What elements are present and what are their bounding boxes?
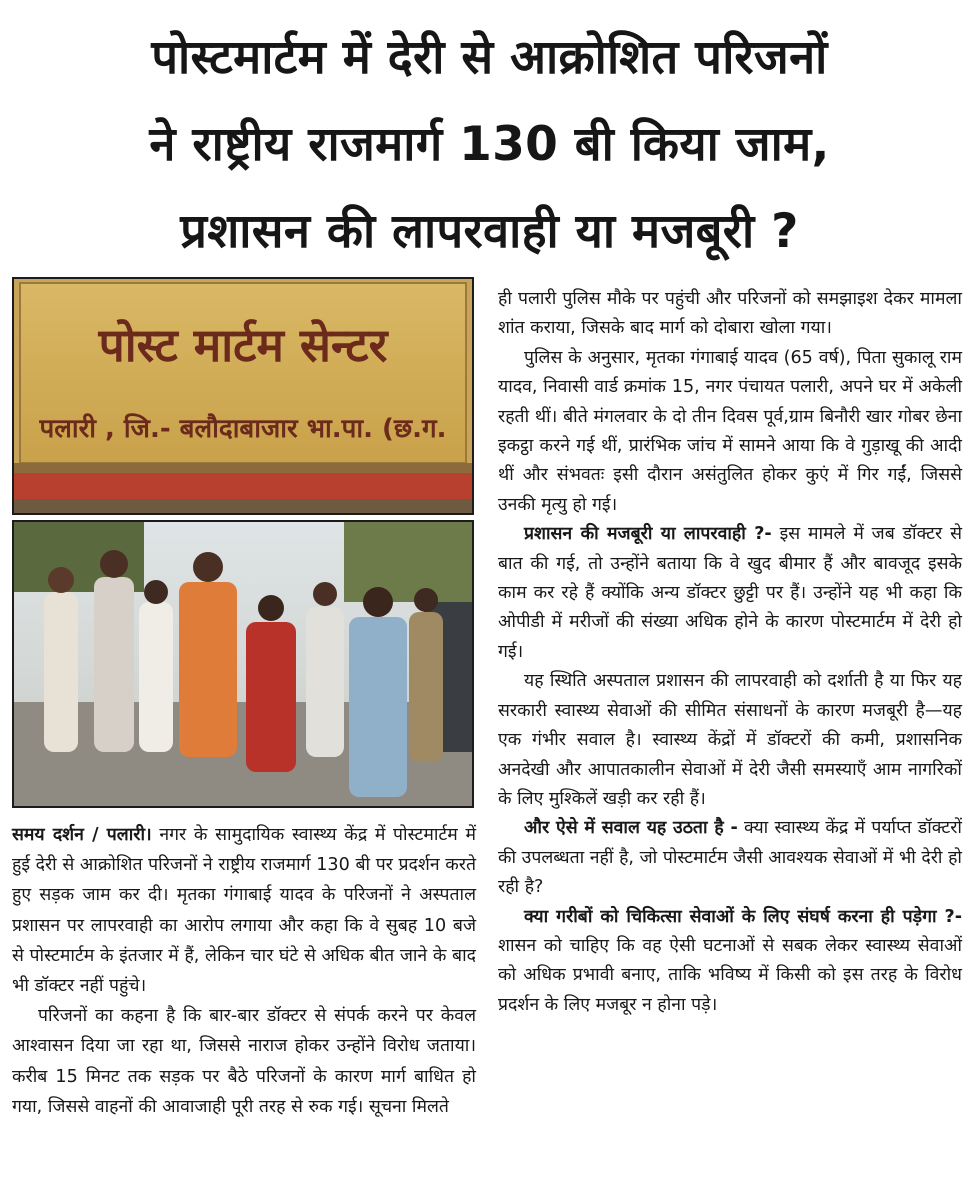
paragraph-question-text: क्या स्वास्थ्य केंद्र में पर्याप्त डॉक्टरों की उपलब्धता नहीं है, जो पोस्टमार्टम जैसी आवश्यक सेवाओं में भी देरी हो रही है? — [498, 818, 962, 898]
dateline: समय दर्शन / पलारी। — [12, 825, 152, 845]
article-paragraph-poor — [498, 903, 962, 1021]
protest-crowd-photo — [12, 520, 474, 808]
headline-line-1: पोस्टमार्टम में देरी से आक्रोशित परिजनों — [151, 30, 828, 85]
article-paragraph-administration — [498, 520, 962, 667]
headline-line-3: प्रशासन की लापरवाही या मजबूरी ? — [180, 204, 799, 259]
paragraph-1-text: नगर के सामुदायिक स्वास्थ्य केंद्र में पोस्टमार्टम में हुई देरी से आक्रोशित परिजनों ने राष्ट्रीय राजमार्ग 130 बी पर प्रदर्शन करते हुए सड़क जाम कर दी। मृतका गंगाबाई यादव के परिजनों ने अस्पताल प्रशासन पर लापरवाही का आरोप लगाया और कहा कि वे सुबह 10 बजे से पोस्टमार्टम के इंतजार में हैं, लेकिन चार घंटे से अधिक बीत जाने के बाद भी डॉक्टर नहीं पहुंचे। — [12, 825, 476, 997]
subhead-poor: क्या गरीबों को चिकित्सा सेवाओं के लिए संघर्ष करना ही पड़ेगा ?- — [524, 906, 962, 927]
sign-illustration — [14, 279, 472, 513]
subhead-administration: प्रशासन की मजबूरी या लापरवाही ?- — [524, 524, 772, 545]
article-continuation: ही पलारी पुलिस मौके पर पहुंची और परिजनों को समझाइश देकर मामला शांत कराया, जिसके बाद मार्ग को दोबारा खोला गया। — [498, 289, 962, 339]
postmortem-centre-sign-photo — [12, 277, 474, 515]
article-right-column — [498, 285, 962, 1020]
article-paragraph-police: पुलिस के अनुसार, मृतका गंगाबाई यादव (65 वर्ष), पिता सुकालू राम यादव, निवासी वार्ड क्रमांक 15, नगर पंचायत पलारी, अपने घर में अकेली रहती थीं। बीते मंगलवार के दो तीन दिवस पूर्व,ग्राम बिनौरी खार गोबर छेना इकट्ठा करने गई थीं, प्रारंभिक जांच में सामने आया कि वे गुड़ाखू की आदी थीं और संभवतः इसी दौरान असंतुलित होकर कुएं में गिर गईं, जिससे उनकी मृत्यु हो गई। — [498, 347, 962, 515]
headline — [10, 14, 969, 275]
article-paragraph-1 — [12, 820, 476, 1001]
sign-address: पलारी , जि.- बलौदाबाजार भा.पा. (छ.ग. — [39, 414, 447, 444]
crowd-illustration — [14, 522, 472, 806]
article-paragraph-question — [498, 814, 962, 902]
article-paragraph-2: परिजनों का कहना है कि बार-बार डॉक्टर से संपर्क करने पर केवल आश्वासन दिया जा रहा था, जिससे नाराज होकर उन्होंने विरोध जताया। करीब 15 मिनट तक सड़क पर बैठे परिजनों के कारण मार्ग बाधित हो गया, जिससे वाहनों की आवाजाही पूरी तरह से रुक गई। सूचना मिलते — [12, 1006, 476, 1117]
headline-line-2: ने राष्ट्रीय राजमार्ग 130 बी किया जाम, — [149, 117, 830, 172]
article-paragraph-situation: यह स्थिति अस्पताल प्रशासन की लापरवाही को दर्शाती है या फिर यह सरकारी स्वास्थ्य सेवाओं की सीमित संसाधनों के कारण मजबूरी है—यह एक गंभीर सवाल है। स्वास्थ्य केंद्रों में डॉक्टरों की कमी, प्रशासनिक अनदेखी और आपातकालीन सेवाओं में देरी जैसी समस्याएँ आम नागरिकों के लिए मुश्किलें खड़ी कर रही हैं। — [498, 671, 962, 809]
paragraph-poor-text: शासन को चाहिए कि वह ऐसी घटनाओं से सबक लेकर स्वास्थ्य सेवाओं को अधिक प्रभावी बनाए, ताकि भविष्य में किसी को इस तरह के विरोध प्रदर्शन के लिए मजबूर न होना पड़े। — [498, 935, 962, 1015]
article-left-column — [12, 820, 476, 1122]
subhead-question: और ऐसे में सवाल यह उठता है - — [524, 818, 738, 839]
paragraph-administration-text: इस मामले में जब डॉक्टर से बात की गई, तो उन्होंने बताया कि वे खुद बीमार हैं और बावजूद इसके काम कर रहे हैं क्योंकि अन्य डॉक्टर छुट्टी पर हैं। उन्होंने यह भी कहा कि ओपीडी में मरीजों की संख्या अधिक होने के कारण पोस्टमार्टम में देरी हो गई। — [498, 524, 962, 662]
sign-title: पोस्ट मार्टम सेन्टर — [98, 318, 388, 372]
